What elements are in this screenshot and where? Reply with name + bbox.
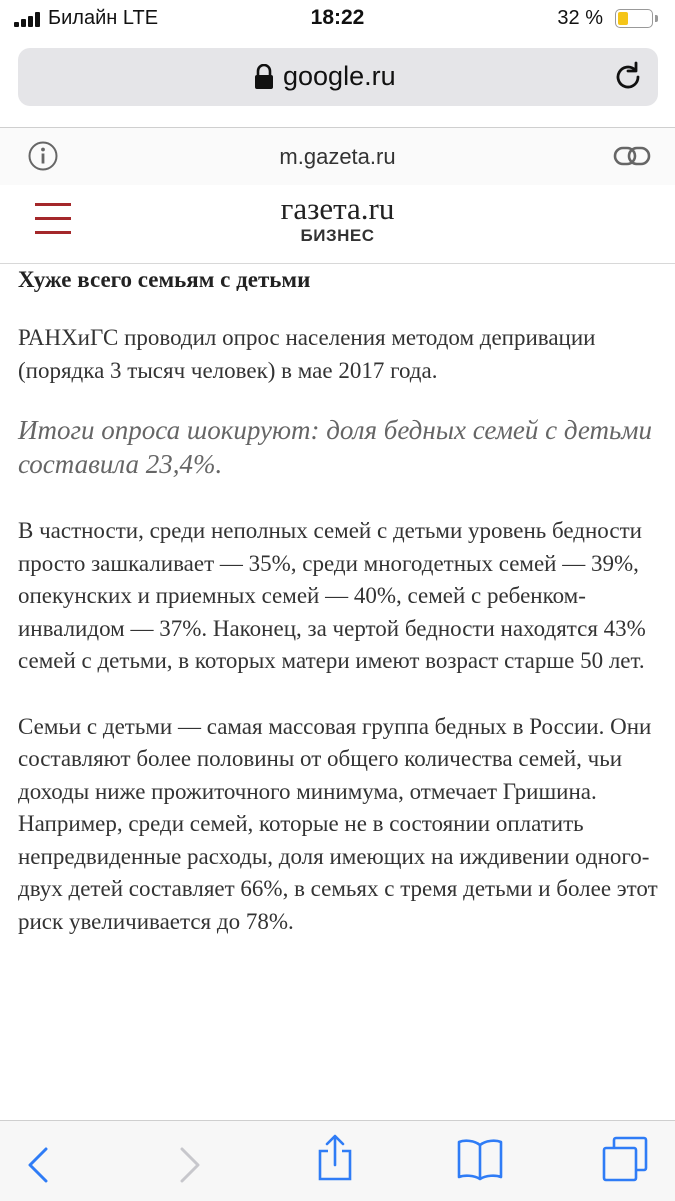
page-url: m.gazeta.ru	[279, 144, 396, 169]
link-icon[interactable]	[613, 142, 651, 170]
article-body	[18, 262, 658, 938]
clock: 18:22	[310, 6, 365, 29]
article-paragraph: В частности, среди неполных семей с детьми уровень бедности просто зашкаливает — 35%, среди многодетных семей — 39%, опекунских и приемных семей — 40%, семей с ребенком-инвалидом — 37%. Наконец, за чертой бедности находятся 43% семей с детьми, в которых матери имеют возраст старше 50 лет.	[18, 518, 646, 673]
article-paragraph: Семьи с детьми — самая массовая группа бедных в России. Они составляют более половины от общего количества семей, чьи доходы ниже прожиточного минимума, отмечает Гришина. Например, среди семей, которые не в состоянии оплатить непредвиденные расходы, доля имеющих на иждивении одного-двух детей составляет 66%, в семьях с тремя детьми и более этот риск увеличивается до 78%.	[18, 713, 658, 934]
article-paragraph: РАНХиГС проводил опрос населения методом депривации (порядка 3 тысяч человек) в мае 2017 года.	[18, 325, 596, 383]
status-bar	[0, 0, 675, 40]
share-icon[interactable]	[316, 1133, 354, 1181]
section-label: БИЗНЕС	[300, 226, 375, 245]
article-quote: Итоги опроса шокируют: доля бедных семей с детьми составила 23,4%.	[18, 415, 653, 479]
browser-toolbar	[0, 1120, 675, 1201]
site-logo[interactable]: газета.ru	[280, 191, 395, 226]
tabs-icon[interactable]	[601, 1135, 649, 1183]
battery-icon	[615, 9, 653, 28]
site-header	[0, 185, 675, 264]
address-text[interactable]: google.ru	[283, 61, 396, 91]
page-url-row	[0, 127, 675, 186]
reload-icon[interactable]	[612, 61, 644, 93]
bookmarks-icon[interactable]	[456, 1137, 504, 1181]
lock-icon	[253, 64, 275, 90]
article-heading: Хуже всего семьям с детьми	[18, 267, 311, 292]
carrier-label: Билайн LTE	[48, 7, 159, 29]
back-icon[interactable]	[26, 1147, 50, 1183]
battery-percent: 32 %	[557, 7, 603, 29]
forward-icon[interactable]	[178, 1147, 202, 1183]
address-bar[interactable]	[18, 48, 658, 106]
